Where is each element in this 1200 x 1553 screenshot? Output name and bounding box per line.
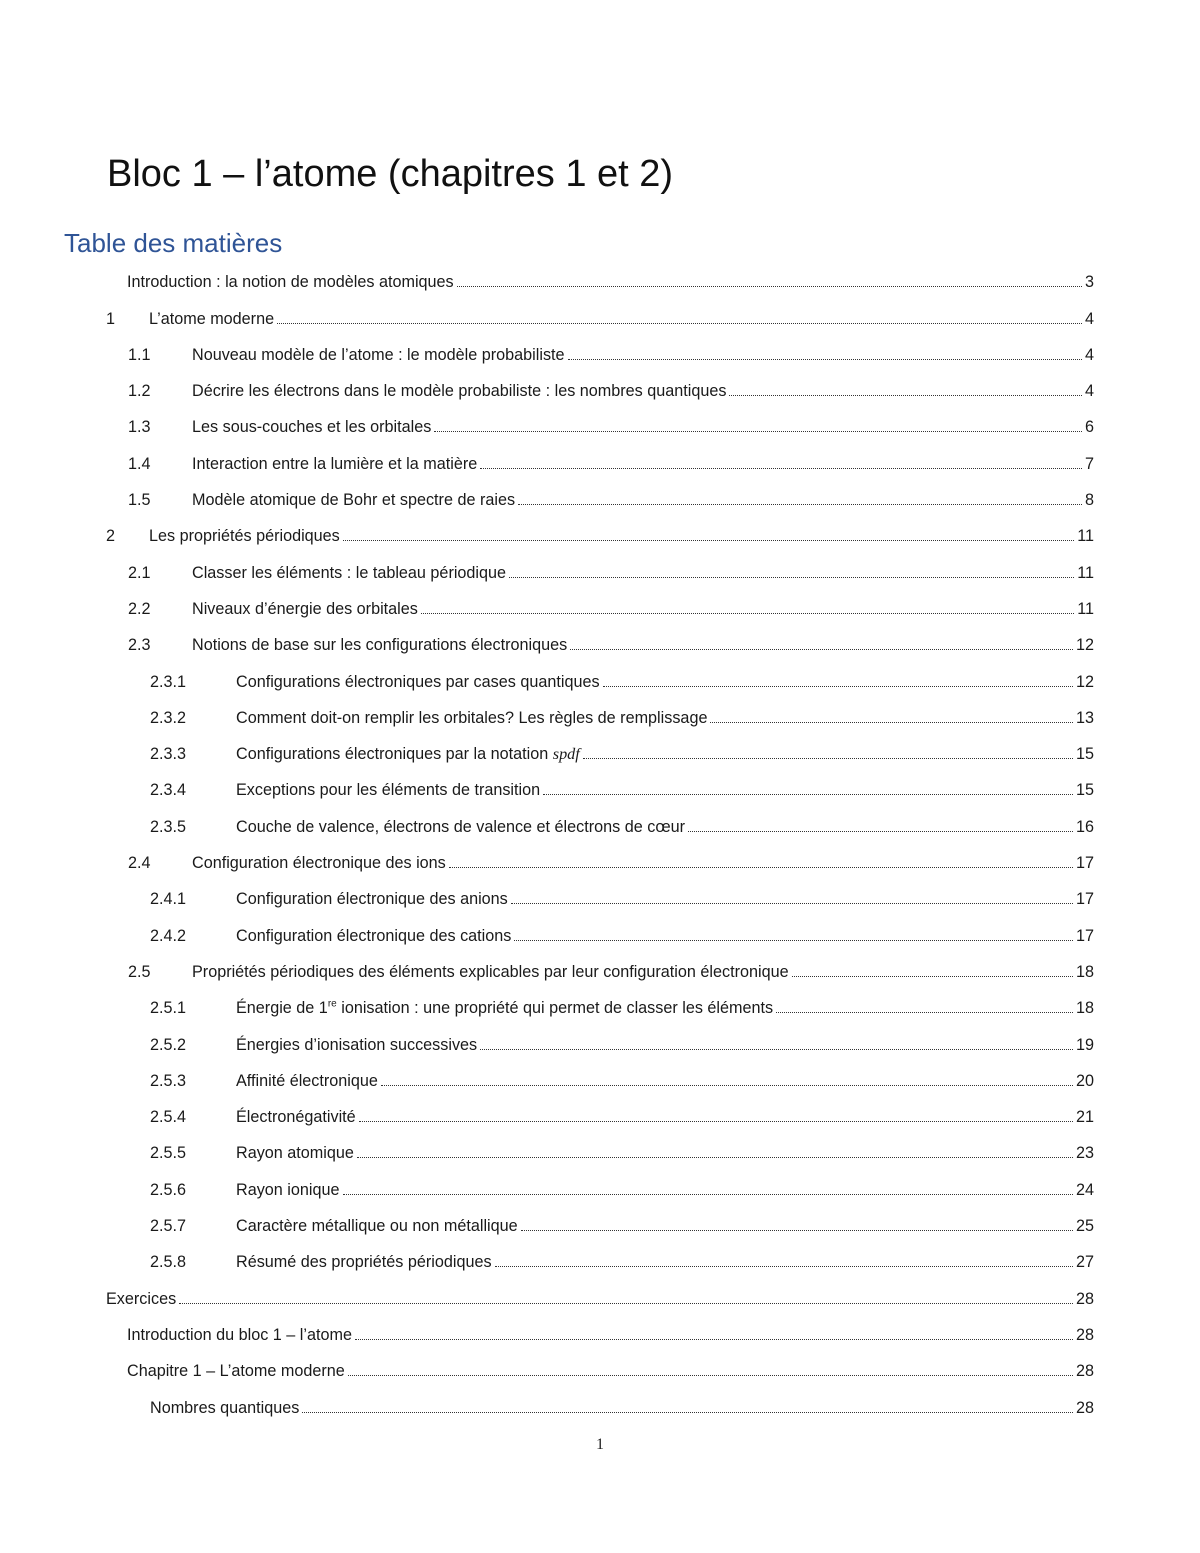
- toc-entry-page: 23: [1075, 1144, 1094, 1163]
- toc-entry-page: 17: [1075, 854, 1094, 873]
- toc-entry-label: [236, 1107, 356, 1127]
- toc-entry-number: 2.5.6: [150, 1180, 187, 1199]
- toc-dot-leader: [355, 1339, 1073, 1340]
- toc-entry-label-text: Nouveau modèle de l’atome : le modèle probabiliste: [192, 345, 565, 364]
- toc-entry-number: 1.1: [128, 345, 151, 364]
- toc-dot-leader: [509, 577, 1074, 578]
- toc-entry-number: 1: [106, 309, 116, 328]
- toc-dot-leader: [359, 1121, 1073, 1122]
- toc-entry-number: 2.3.5: [150, 817, 187, 836]
- toc-entry-label: [236, 708, 707, 728]
- toc-entry-page: 4: [1084, 382, 1094, 401]
- toc-entry-label-text: Exercices: [106, 1289, 177, 1308]
- toc-entry-label: [149, 526, 340, 546]
- toc-entry-page: 18: [1075, 962, 1094, 981]
- toc-entry-page: 11: [1077, 599, 1094, 618]
- toc-entry[interactable]: [0, 1240, 1094, 1276]
- toc-entry[interactable]: [0, 587, 1094, 623]
- toc-entry-number: 1.4: [128, 454, 151, 473]
- toc-entry-label: [236, 1071, 378, 1091]
- toc-entry-label: [236, 998, 773, 1018]
- toc-entry-label: [192, 345, 565, 365]
- toc-entry-page: 16: [1075, 817, 1094, 836]
- toc-entry-label-text: Configuration électronique des cations: [236, 926, 512, 945]
- toc-dot-leader: [583, 758, 1073, 759]
- toc-entry-label-text: Caractère métallique ou non métallique: [236, 1217, 518, 1236]
- toc-entry-label: [236, 817, 685, 837]
- toc-entry-number: 2.3.3: [150, 745, 187, 764]
- toc-dot-leader: [277, 323, 1082, 324]
- toc-entry-label: [192, 962, 789, 982]
- toc-dot-leader: [514, 940, 1073, 941]
- toc-entry-page: 27: [1075, 1253, 1094, 1272]
- toc-entry-number: 2.5: [128, 962, 151, 981]
- toc-entry[interactable]: [0, 1131, 1094, 1167]
- table-of-contents: [0, 260, 1200, 1422]
- toc-entry-number: 2.5.4: [150, 1108, 187, 1127]
- toc-entry-page: 20: [1075, 1071, 1094, 1090]
- toc-entry-label: [150, 1398, 299, 1418]
- toc-entry[interactable]: [0, 441, 1094, 477]
- toc-entry-label-text: Notions de base sur les configurations électroniques: [192, 636, 568, 655]
- toc-entry-label: [192, 853, 446, 873]
- toc-entry-label-text: Affinité électronique: [236, 1071, 378, 1090]
- toc-entry[interactable]: [0, 659, 1094, 695]
- toc-dot-leader: [511, 903, 1073, 904]
- toc-dot-leader: [343, 540, 1074, 541]
- toc-entry-page: 13: [1075, 708, 1094, 727]
- toc-entry-label: [236, 1180, 340, 1200]
- toc-entry-label: [192, 563, 506, 583]
- toc-entry-number: 2.4.2: [150, 926, 187, 945]
- toc-dot-leader: [480, 1049, 1073, 1050]
- toc-dot-leader: [343, 1194, 1073, 1195]
- toc-entry-label: [192, 381, 726, 401]
- toc-entry-page: 28: [1075, 1289, 1094, 1308]
- toc-entry-label-text: Configurations électroniques par la notation: [236, 745, 549, 764]
- toc-entry-number: 2.3.1: [150, 672, 187, 691]
- toc-entry[interactable]: [0, 1095, 1094, 1131]
- toc-entry-number: 2: [106, 527, 116, 546]
- toc-entry[interactable]: [0, 913, 1094, 949]
- toc-entry-label-text: Classer les éléments : le tableau périodique: [192, 563, 507, 582]
- toc-entry-page: 4: [1084, 309, 1094, 328]
- document-title: Bloc 1 – l’atome (chapitres 1 et 2): [107, 153, 674, 195]
- toc-heading: Table des matières: [64, 228, 283, 258]
- toc-entry[interactable]: [0, 986, 1094, 1022]
- toc-entry-number: 2.5.7: [150, 1217, 187, 1236]
- toc-entry-number: 2.3.4: [150, 781, 187, 800]
- toc-entry[interactable]: [0, 1385, 1094, 1421]
- toc-entry-page: 4: [1084, 345, 1094, 364]
- toc-dot-leader: [570, 649, 1073, 650]
- toc-entry-label-text: Électronégativité: [236, 1108, 356, 1127]
- toc-entry-label-text: Décrire les électrons dans le modèle probabiliste : les nombres quantiques: [192, 382, 727, 401]
- toc-dot-leader: [357, 1157, 1073, 1158]
- toc-entry-page: 25: [1075, 1217, 1094, 1236]
- toc-entry-page: 3: [1084, 273, 1094, 292]
- toc-entry-label: [236, 1035, 477, 1055]
- toc-entry-label: [236, 1143, 354, 1163]
- toc-entry-label: [192, 599, 418, 619]
- toc-dot-leader: [792, 976, 1073, 977]
- toc-entry-page: 15: [1075, 745, 1094, 764]
- toc-entry-label-prefix: Énergie de 1: [236, 999, 328, 1018]
- toc-entry-number: 2.1: [128, 563, 151, 582]
- toc-entry-label-italic: spdf: [552, 745, 580, 764]
- toc-entry-label-text: Introduction du bloc 1 – l’atome: [127, 1325, 352, 1344]
- toc-entry-label-text: Exceptions pour les éléments de transition: [236, 781, 541, 800]
- toc-entry-number: 2.5.2: [150, 1035, 187, 1054]
- toc-entry[interactable]: [0, 514, 1094, 550]
- toc-entry[interactable]: [0, 1022, 1094, 1058]
- toc-entry-label: [192, 490, 515, 510]
- toc-entry-label-text: ionisation : une propriété qui permet de classer les éléments: [336, 999, 774, 1018]
- toc-dot-leader: [568, 359, 1082, 360]
- toc-entry-label: [192, 635, 567, 655]
- toc-entry[interactable]: [0, 478, 1094, 514]
- toc-entry-label-text: Configurations électroniques par cases quantiques: [236, 672, 600, 691]
- toc-entry-label-text: Les sous-couches et les orbitales: [192, 418, 432, 437]
- toc-dot-leader: [776, 1012, 1073, 1013]
- toc-entry-label: [236, 926, 511, 946]
- toc-entry[interactable]: [0, 696, 1094, 732]
- toc-entry[interactable]: [0, 877, 1094, 913]
- toc-entry-number: 2.2: [128, 599, 151, 618]
- toc-entry-label: [192, 454, 477, 474]
- toc-dot-leader: [179, 1303, 1073, 1304]
- toc-entry-page: 7: [1084, 454, 1094, 473]
- toc-dot-leader: [381, 1085, 1073, 1086]
- toc-entry-label-text: Nombres quantiques: [150, 1398, 300, 1417]
- toc-entry[interactable]: [0, 369, 1094, 405]
- toc-entry-number: 2.5.1: [150, 999, 187, 1018]
- toc-dot-leader: [543, 794, 1073, 795]
- toc-entry-label: [236, 1252, 492, 1272]
- toc-entry-number: 2.3: [128, 636, 151, 655]
- toc-dot-leader: [348, 1375, 1073, 1376]
- toc-entry[interactable]: [0, 623, 1094, 659]
- toc-entry-number: 1.5: [128, 491, 151, 510]
- toc-entry-label-text: Interaction entre la lumière et la matière: [192, 454, 478, 473]
- toc-entry-page: 28: [1075, 1325, 1094, 1344]
- toc-entry-label-text: Résumé des propriétés périodiques: [236, 1253, 492, 1272]
- toc-entry-label-text: Modèle atomique de Bohr et spectre de raies: [192, 491, 516, 510]
- toc-entry-label: [127, 1325, 352, 1345]
- toc-entry-page: 15: [1075, 781, 1094, 800]
- toc-entry-label-text: Couche de valence, électrons de valence et électrons de cœur: [236, 817, 686, 836]
- toc-dot-leader: [518, 504, 1082, 505]
- toc-entry[interactable]: [0, 260, 1094, 296]
- toc-entry[interactable]: [0, 1276, 1094, 1312]
- toc-entry-label: [149, 309, 274, 329]
- toc-entry[interactable]: [0, 804, 1094, 840]
- toc-dot-leader: [434, 431, 1082, 432]
- toc-entry-label: [236, 672, 600, 692]
- toc-entry-label-text: Propriétés périodiques des éléments explicables par leur configuration électronique: [192, 962, 789, 981]
- toc-entry-label: [192, 417, 431, 437]
- toc-entry-number: 2.5.8: [150, 1253, 187, 1272]
- toc-entry-number: 1.2: [128, 382, 151, 401]
- toc-entry-page: 24: [1075, 1180, 1094, 1199]
- toc-entry-label-text: Énergies d’ionisation successives: [236, 1035, 478, 1054]
- toc-entry-page: 19: [1075, 1035, 1094, 1054]
- toc-entry-label-text: Rayon atomique: [236, 1144, 354, 1163]
- toc-dot-leader: [480, 468, 1082, 469]
- toc-entry-number: 2.4: [128, 854, 151, 873]
- toc-dot-leader: [521, 1230, 1073, 1231]
- toc-entry-number: 2.4.1: [150, 890, 187, 909]
- toc-entry[interactable]: [0, 950, 1094, 986]
- toc-entry[interactable]: [0, 732, 1094, 768]
- toc-entry-label-text: Introduction : la notion de modèles atomiques: [127, 273, 454, 292]
- toc-dot-leader: [603, 686, 1073, 687]
- toc-entry[interactable]: [0, 1204, 1094, 1240]
- toc-entry-page: 17: [1075, 890, 1094, 909]
- toc-entry[interactable]: [0, 1313, 1094, 1349]
- toc-entry-page: 28: [1075, 1398, 1094, 1417]
- toc-entry-label-text: Configuration électronique des ions: [192, 854, 446, 873]
- toc-entry[interactable]: [0, 1349, 1094, 1385]
- toc-entry-number: 2.5.5: [150, 1144, 187, 1163]
- toc-entry-page: 12: [1075, 672, 1094, 691]
- toc-entry-page: 17: [1075, 926, 1094, 945]
- toc-entry-page: 18: [1075, 999, 1094, 1018]
- toc-entry-page: 28: [1075, 1362, 1094, 1381]
- toc-dot-leader: [688, 831, 1073, 832]
- toc-entry-label: [236, 1216, 518, 1236]
- toc-entry-page: 8: [1084, 491, 1094, 510]
- toc-entry[interactable]: [0, 550, 1094, 586]
- toc-entry-number: 2.3.2: [150, 708, 187, 727]
- toc-entry-label: [236, 780, 540, 800]
- toc-entry-label: [236, 744, 580, 764]
- toc-entry[interactable]: [0, 333, 1094, 369]
- toc-entry-page: 11: [1077, 527, 1094, 546]
- toc-entry-label: [127, 1361, 345, 1381]
- toc-dot-leader: [421, 613, 1074, 614]
- toc-entry-label-text: Chapitre 1 – L’atome moderne: [127, 1362, 345, 1381]
- toc-dot-leader: [457, 286, 1082, 287]
- toc-entry-label-superscript: re: [327, 998, 337, 1010]
- toc-entry[interactable]: [0, 841, 1094, 877]
- toc-entry-number: 1.3: [128, 418, 151, 437]
- toc-entry-label: [127, 272, 454, 292]
- toc-dot-leader: [729, 395, 1082, 396]
- toc-entry-page: 21: [1075, 1108, 1094, 1127]
- toc-entry-number: 2.5.3: [150, 1071, 187, 1090]
- toc-entry-label: [106, 1289, 176, 1309]
- toc-dot-leader: [302, 1412, 1073, 1413]
- toc-dot-leader: [449, 867, 1073, 868]
- page-number: 1: [596, 1436, 604, 1453]
- toc-entry-label-text: Niveaux d’énergie des orbitales: [192, 599, 418, 618]
- toc-entry[interactable]: [0, 1059, 1094, 1095]
- toc-entry[interactable]: [0, 768, 1094, 804]
- toc-entry-label-text: Configuration électronique des anions: [236, 890, 508, 909]
- toc-entry-label-text: L’atome moderne: [149, 309, 275, 328]
- toc-entry-label-text: Les propriétés périodiques: [149, 527, 340, 546]
- toc-entry[interactable]: [0, 405, 1094, 441]
- toc-dot-leader: [495, 1266, 1073, 1267]
- toc-entry-label-text: Rayon ionique: [236, 1180, 340, 1199]
- toc-dot-leader: [710, 722, 1073, 723]
- toc-entry-label: [236, 889, 508, 909]
- toc-entry[interactable]: [0, 296, 1094, 332]
- toc-entry-page: 12: [1075, 636, 1094, 655]
- toc-entry-page: 11: [1077, 563, 1094, 582]
- toc-entry-label-text: Comment doit-on remplir les orbitales? Les règles de remplissage: [236, 708, 708, 727]
- toc-entry-page: 6: [1084, 418, 1094, 437]
- toc-entry[interactable]: [0, 1167, 1094, 1203]
